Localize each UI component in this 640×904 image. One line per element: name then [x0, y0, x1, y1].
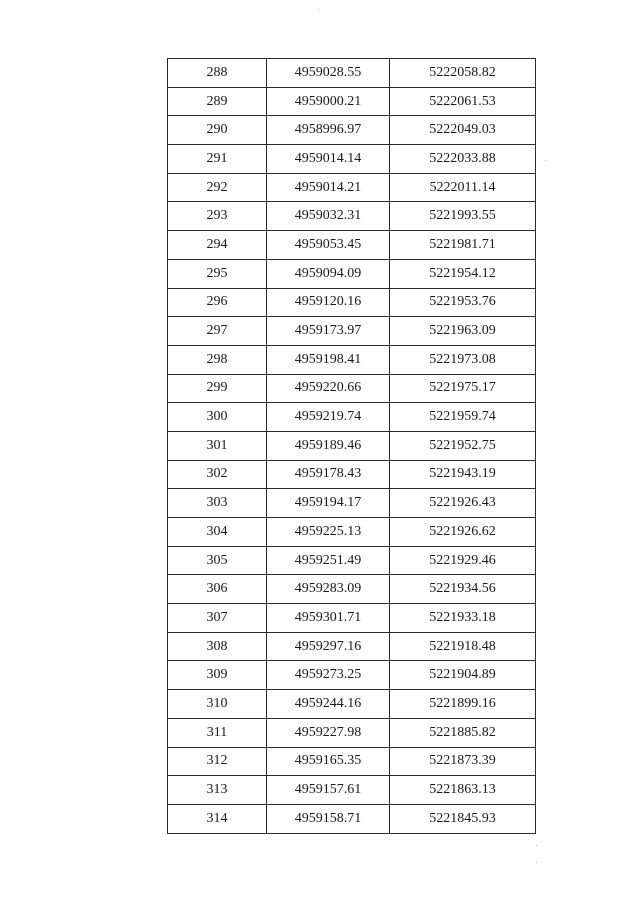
y-coordinate-cell: 5221899.16: [390, 690, 536, 719]
point-number-cell: 313: [168, 776, 267, 805]
y-coordinate-cell: 5221933.18: [390, 604, 536, 633]
x-coordinate-cell: 4959220.66: [267, 374, 390, 403]
point-number-cell: 301: [168, 431, 267, 460]
x-coordinate-cell: 4958996.97: [267, 116, 390, 145]
point-number-cell: 312: [168, 747, 267, 776]
point-number-cell: 307: [168, 604, 267, 633]
point-number-cell: 310: [168, 690, 267, 719]
point-number-cell: 309: [168, 661, 267, 690]
point-number-cell: 306: [168, 575, 267, 604]
x-coordinate-cell: 4959053.45: [267, 231, 390, 260]
x-coordinate-cell: 4959251.49: [267, 546, 390, 575]
x-coordinate-cell: 4959178.43: [267, 460, 390, 489]
table-row: [168, 231, 536, 260]
table-row: [168, 288, 536, 317]
x-coordinate-cell: 4959244.16: [267, 690, 390, 719]
y-coordinate-cell: 5221952.75: [390, 431, 536, 460]
y-coordinate-cell: 5221954.12: [390, 259, 536, 288]
y-coordinate-cell: 5221975.17: [390, 374, 536, 403]
table-row: [168, 59, 536, 88]
table-row: [168, 518, 536, 547]
x-coordinate-cell: 4959173.97: [267, 317, 390, 346]
y-coordinate-cell: 5221963.09: [390, 317, 536, 346]
y-coordinate-cell: 5221918.48: [390, 632, 536, 661]
point-number-cell: 304: [168, 518, 267, 547]
point-number-cell: 296: [168, 288, 267, 317]
y-coordinate-cell: 5222049.03: [390, 116, 536, 145]
point-number-cell: 289: [168, 87, 267, 116]
point-number-cell: 292: [168, 173, 267, 202]
table-row: [168, 259, 536, 288]
table-row: [168, 431, 536, 460]
y-coordinate-cell: 5221926.62: [390, 518, 536, 547]
x-coordinate-cell: 4959297.16: [267, 632, 390, 661]
table-row: [168, 546, 536, 575]
y-coordinate-cell: 5221926.43: [390, 489, 536, 518]
point-number-cell: 298: [168, 345, 267, 374]
y-coordinate-cell: 5221953.76: [390, 288, 536, 317]
table-row: [168, 690, 536, 719]
table-row: [168, 87, 536, 116]
point-number-cell: 303: [168, 489, 267, 518]
y-coordinate-cell: 5221929.46: [390, 546, 536, 575]
point-number-cell: 295: [168, 259, 267, 288]
y-coordinate-cell: 5222033.88: [390, 145, 536, 174]
y-coordinate-cell: 5221973.08: [390, 345, 536, 374]
coordinates-table-body: [168, 59, 536, 834]
y-coordinate-cell: 5221959.74: [390, 403, 536, 432]
x-coordinate-cell: 4959014.14: [267, 145, 390, 174]
x-coordinate-cell: 4959283.09: [267, 575, 390, 604]
table-row: [168, 604, 536, 633]
point-number-cell: 290: [168, 116, 267, 145]
y-coordinate-cell: 5221873.39: [390, 747, 536, 776]
x-coordinate-cell: 4959094.09: [267, 259, 390, 288]
x-coordinate-cell: 4959000.21: [267, 87, 390, 116]
x-coordinate-cell: 4959032.31: [267, 202, 390, 231]
y-coordinate-cell: 5221863.13: [390, 776, 536, 805]
coordinates-table: [167, 58, 536, 834]
point-number-cell: 299: [168, 374, 267, 403]
x-coordinate-cell: 4959158.71: [267, 804, 390, 833]
scan-speck: [545, 160, 546, 161]
table-row: [168, 345, 536, 374]
y-coordinate-cell: 5221845.93: [390, 804, 536, 833]
x-coordinate-cell: 4959120.16: [267, 288, 390, 317]
table-row: [168, 776, 536, 805]
table-row: [168, 173, 536, 202]
y-coordinate-cell: 5221993.55: [390, 202, 536, 231]
table-row: [168, 575, 536, 604]
x-coordinate-cell: 4959157.61: [267, 776, 390, 805]
x-coordinate-cell: 4959189.46: [267, 431, 390, 460]
y-coordinate-cell: 5221885.82: [390, 718, 536, 747]
point-number-cell: 294: [168, 231, 267, 260]
x-coordinate-cell: 4959273.25: [267, 661, 390, 690]
table-row: [168, 145, 536, 174]
y-coordinate-cell: 5221981.71: [390, 231, 536, 260]
x-coordinate-cell: 4959301.71: [267, 604, 390, 633]
table-row: [168, 460, 536, 489]
y-coordinate-cell: 5222058.82: [390, 59, 536, 88]
table-row: [168, 718, 536, 747]
scan-speck: [536, 845, 537, 846]
table-row: [168, 202, 536, 231]
x-coordinate-cell: 4959198.41: [267, 345, 390, 374]
x-coordinate-cell: 4959219.74: [267, 403, 390, 432]
x-coordinate-cell: 4959227.98: [267, 718, 390, 747]
y-coordinate-cell: 5222011.14: [390, 173, 536, 202]
y-coordinate-cell: 5222061.53: [390, 87, 536, 116]
table-row: [168, 116, 536, 145]
table-row: [168, 804, 536, 833]
table-row: [168, 374, 536, 403]
table-row: [168, 632, 536, 661]
y-coordinate-cell: 5221904.89: [390, 661, 536, 690]
point-number-cell: 302: [168, 460, 267, 489]
point-number-cell: 308: [168, 632, 267, 661]
table-row: [168, 317, 536, 346]
point-number-cell: 291: [168, 145, 267, 174]
point-number-cell: 305: [168, 546, 267, 575]
scan-speck: [536, 862, 537, 863]
x-coordinate-cell: 4959194.17: [267, 489, 390, 518]
point-number-cell: 314: [168, 804, 267, 833]
x-coordinate-cell: 4959165.35: [267, 747, 390, 776]
y-coordinate-cell: 5221943.19: [390, 460, 536, 489]
table-row: [168, 403, 536, 432]
point-number-cell: 300: [168, 403, 267, 432]
point-number-cell: 311: [168, 718, 267, 747]
table-row: [168, 661, 536, 690]
x-coordinate-cell: 4959014.21: [267, 173, 390, 202]
scan-speck: [318, 9, 319, 10]
table-row: [168, 747, 536, 776]
point-number-cell: 288: [168, 59, 267, 88]
table-row: [168, 489, 536, 518]
point-number-cell: 297: [168, 317, 267, 346]
x-coordinate-cell: 4959225.13: [267, 518, 390, 547]
y-coordinate-cell: 5221934.56: [390, 575, 536, 604]
x-coordinate-cell: 4959028.55: [267, 59, 390, 88]
point-number-cell: 293: [168, 202, 267, 231]
